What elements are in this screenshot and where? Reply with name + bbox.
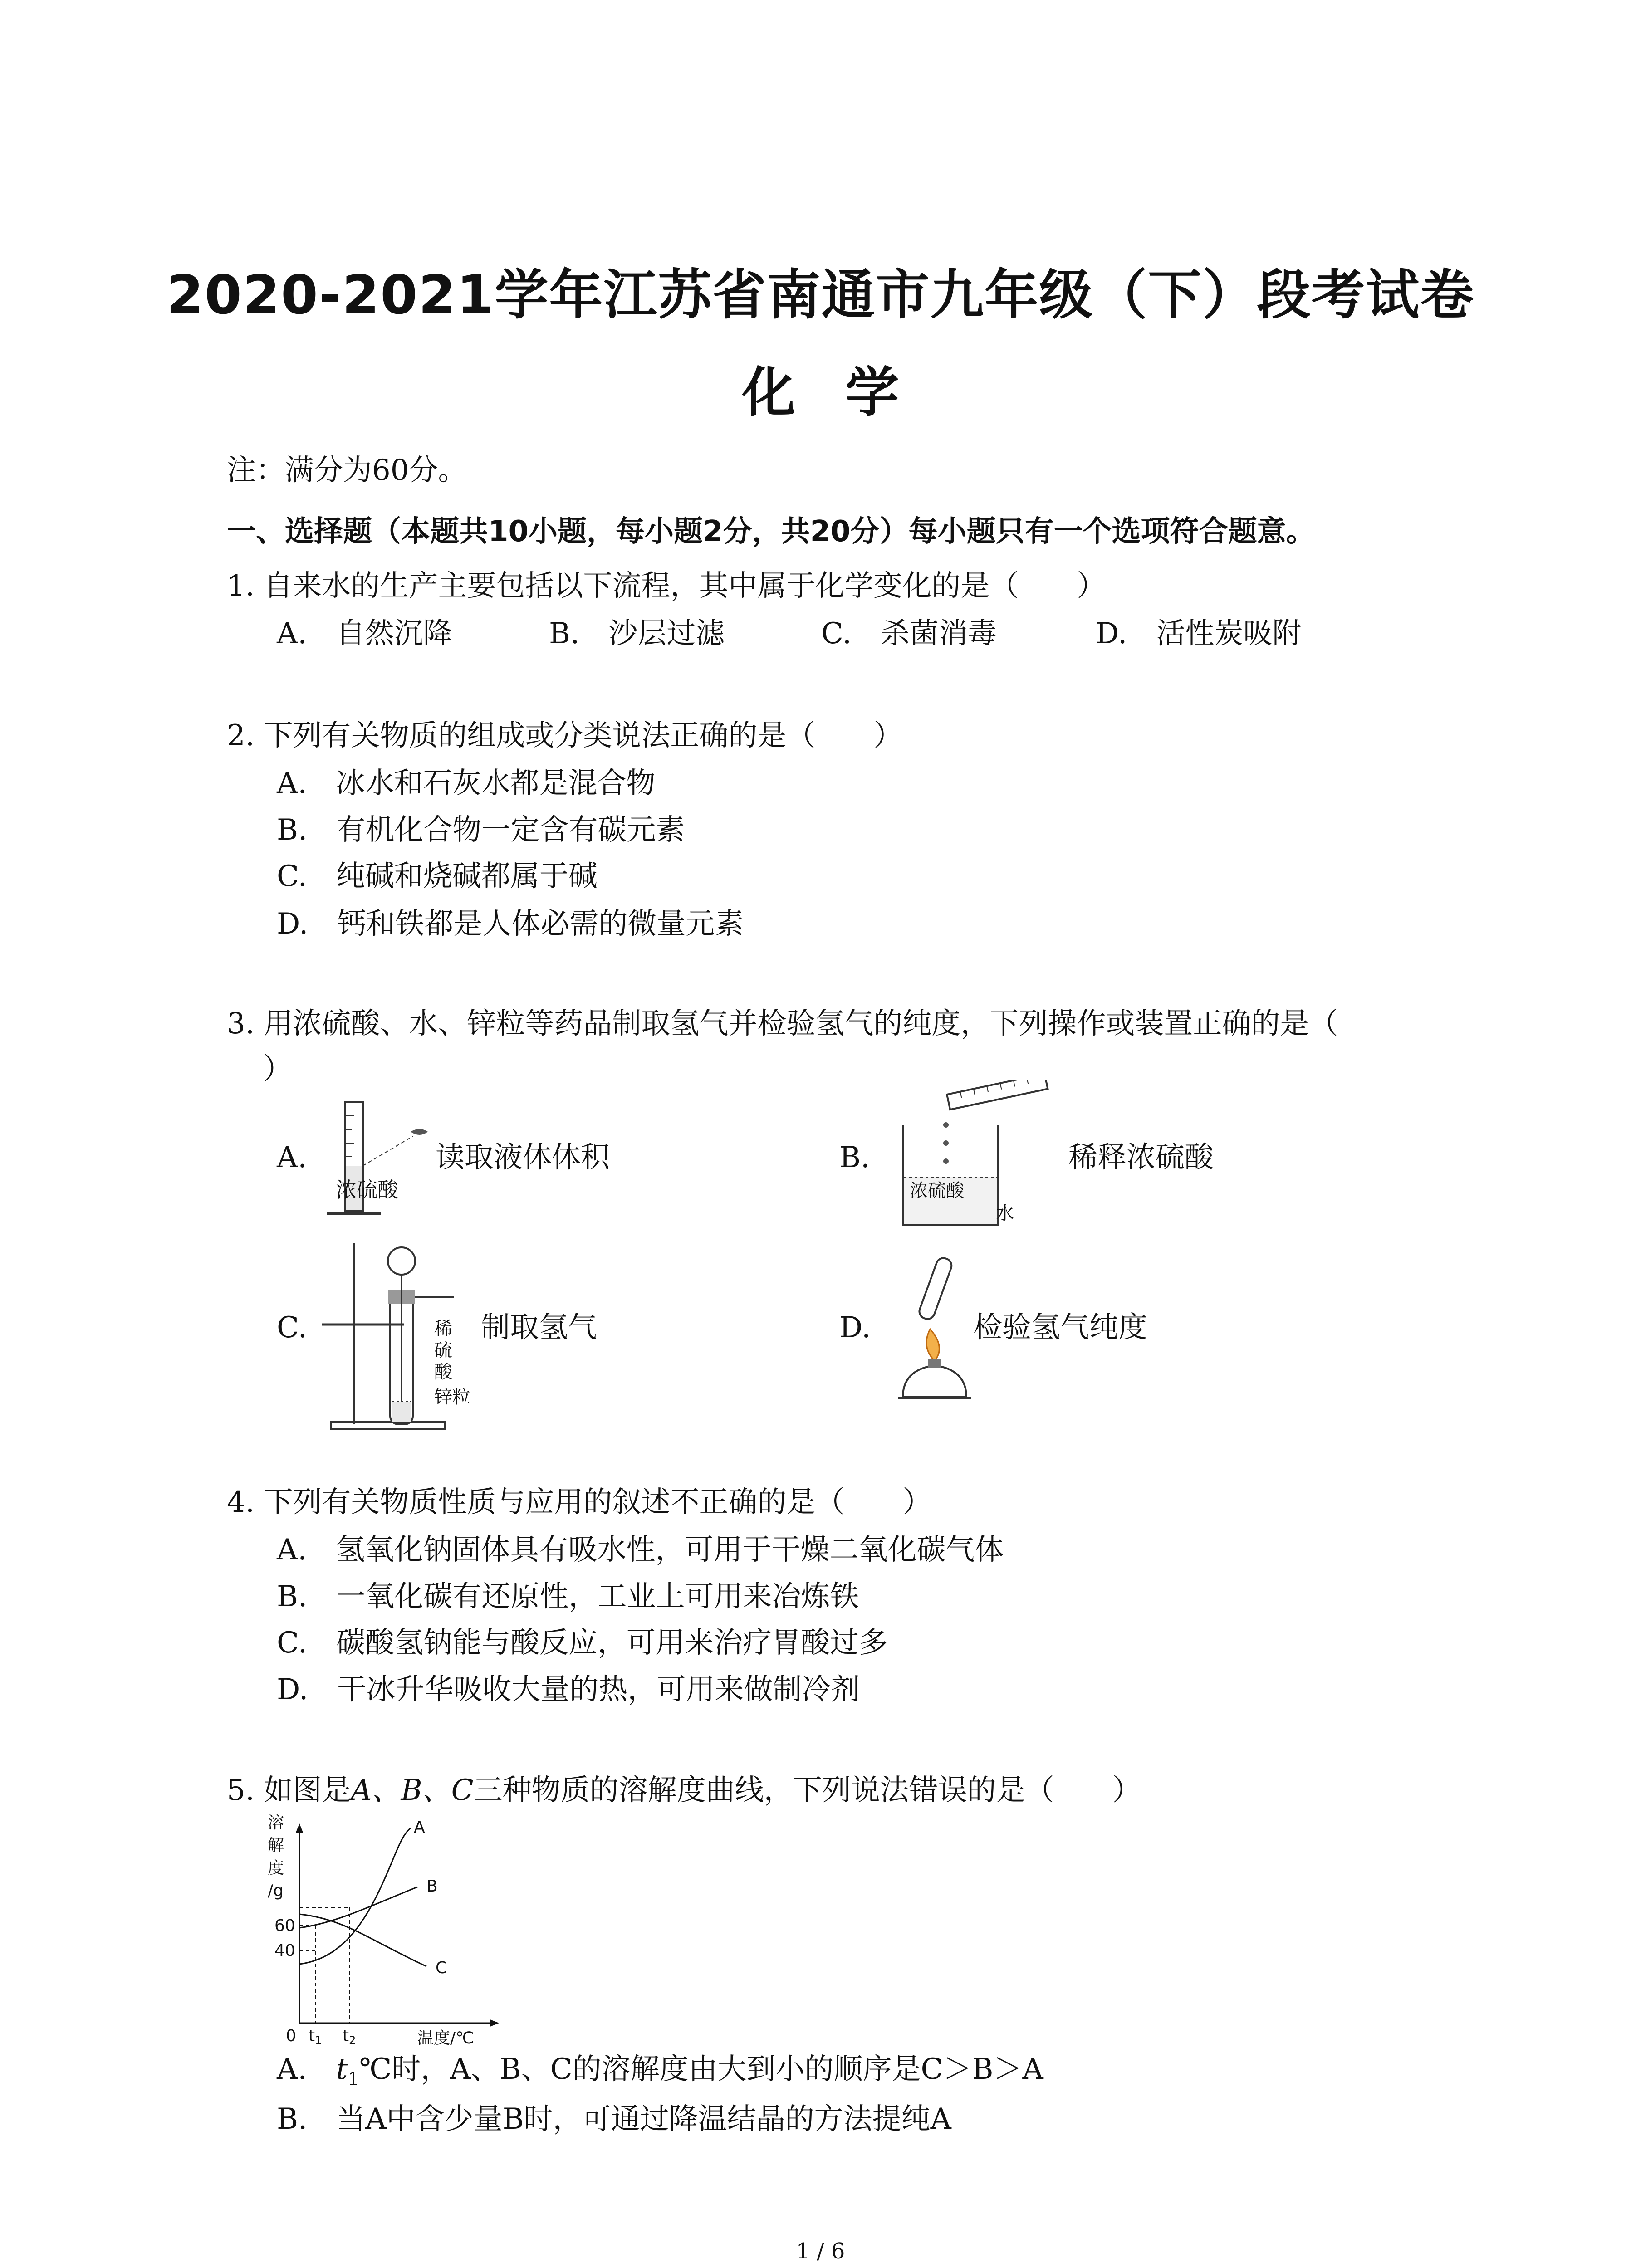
q3-option-c-caption: 制取氢气: [481, 1311, 597, 1344]
series-c-label: C: [436, 1959, 447, 1977]
solubility-chart: [254, 1810, 508, 2046]
q3-option-b-letter: B.: [839, 1141, 870, 1174]
q4-option-a: A. 氢氧化钠固体具有吸水性，可用于干燥二氧化碳气体: [277, 1533, 1004, 1567]
q3-c-acid-label: [434, 1318, 456, 1383]
q3-c-acid-char-2: 硫: [434, 1340, 452, 1361]
series-b-label: B: [426, 1877, 438, 1896]
question-3-stem-line2: ）: [263, 1052, 292, 1086]
chart-ylabel-4: /g: [268, 1882, 284, 1900]
q5-option-a-var: t: [336, 2053, 348, 2086]
series-a-label: A: [414, 1818, 425, 1837]
q1-option-b: B. 沙层过滤: [549, 617, 725, 650]
question-4-stem: 4. 下列有关物质性质与应用的叙述不正确的是（ ）: [227, 1486, 932, 1519]
beaker-dilution-figure: [894, 1080, 1066, 1234]
chart-ylabel-1: 溶: [268, 1813, 284, 1832]
x-tick-t1: t1: [309, 2027, 322, 2046]
q5-option-a-sub: 1: [348, 2068, 359, 2090]
q3-option-a-letter: A.: [277, 1141, 307, 1174]
q1-option-a: A. 自然沉降: [277, 617, 452, 650]
section-heading: 一、选择题（本题共10小题，每小题2分，共20分）每小题只有一个选项符合题意。: [227, 515, 1315, 548]
question-5-stem: [227, 1776, 1141, 1805]
chart-ylabel-3: 度: [268, 1859, 284, 1877]
q2-option-b: B. 有机化合物一定含有碳元素: [277, 813, 685, 847]
q3-option-c-letter: C.: [277, 1311, 308, 1344]
q3-c-acid-char-1: 稀: [434, 1318, 452, 1339]
q2-option-d: D. 钙和铁都是人体必需的微量元素: [277, 907, 744, 941]
q1-option-d: D. 活性炭吸附: [1096, 617, 1302, 650]
q2-option-c: C. 纯碱和烧碱都属于碱: [277, 860, 598, 893]
x-tick-t2: t2: [343, 2027, 356, 2046]
q4-option-d: D. 干冰升华吸收大量的热，可用来做制冷剂: [277, 1673, 860, 1706]
x-tick-0: 0: [286, 2027, 296, 2045]
q4-option-c: C. 碳酸氢钠能与酸反应，可用来治疗胃酸过多: [277, 1626, 888, 1660]
alcohol-lamp-figure: [885, 1252, 985, 1406]
q3-b-water-label: 水: [996, 1203, 1014, 1224]
q3-a-figure-label: 浓硫酸: [336, 1178, 398, 1202]
series-b-curve: [299, 1887, 417, 1928]
graduated-cylinder-figure: [318, 1098, 454, 1234]
subject-title: 化学: [742, 361, 949, 424]
document-title: 2020-2021学年江苏省南通市九年级（下）段考试卷: [166, 264, 1475, 326]
q5-option-a-post: ℃时，A、B、C的溶解度由大到小的顺序是C＞B＞A: [359, 2053, 1043, 2086]
q2-option-a: A. 冰水和石灰水都是混合物: [277, 767, 656, 800]
q1-option-c: C. 杀菌消毒: [821, 617, 997, 650]
q3-c-acid-char-3: 酸: [434, 1362, 452, 1383]
score-note: 注：满分为60分。: [227, 454, 467, 487]
y-tick-60: 60: [274, 1916, 295, 1935]
q5-option-a: [277, 2055, 1043, 2088]
q4-option-b: B. 一氧化碳有还原性，工业上可用来冶炼铁: [277, 1580, 859, 1613]
chart-xlabel: 温度/℃: [417, 2029, 474, 2046]
q3-option-d-caption: 检验氢气纯度: [973, 1311, 1147, 1344]
page-number: 1 / 6: [796, 2239, 845, 2264]
question-1-stem: 1. 自来水的生产主要包括以下流程，其中属于化学变化的是（ ）: [227, 569, 1106, 603]
y-tick-40: 40: [274, 1941, 295, 1960]
chart-ylabel-2: 解: [268, 1836, 284, 1855]
q3-b-acid-label: 浓硫酸: [910, 1180, 964, 1201]
question-3-stem-line1: 3. 用浓硫酸、水、锌粒等药品制取氢气并检验氢气的纯度，下列操作或装置正确的是（: [227, 1007, 1338, 1041]
q3-option-a-caption: 读取液体体积: [436, 1141, 610, 1174]
q3-c-zinc-label: 锌粒: [434, 1387, 470, 1408]
q5-option-b: B. 当A中含少量B时，可通过降温结晶的方法提纯A: [277, 2102, 951, 2136]
q5-stem-post: 三种物质的溶解度曲线，下列说法错误的是（ ）: [473, 1774, 1141, 1807]
q5-stem-pre: 5. 如图是: [227, 1774, 351, 1807]
q3-option-d-letter: D.: [839, 1311, 871, 1344]
q3-option-b-caption: 稀释浓硫酸: [1068, 1141, 1214, 1174]
question-2-stem: 2. 下列有关物质的组成或分类说法正确的是（ ）: [227, 719, 903, 753]
q5-option-a-pre: A.: [277, 2053, 336, 2086]
q5-stem-vars: A、B、C: [351, 1774, 474, 1807]
